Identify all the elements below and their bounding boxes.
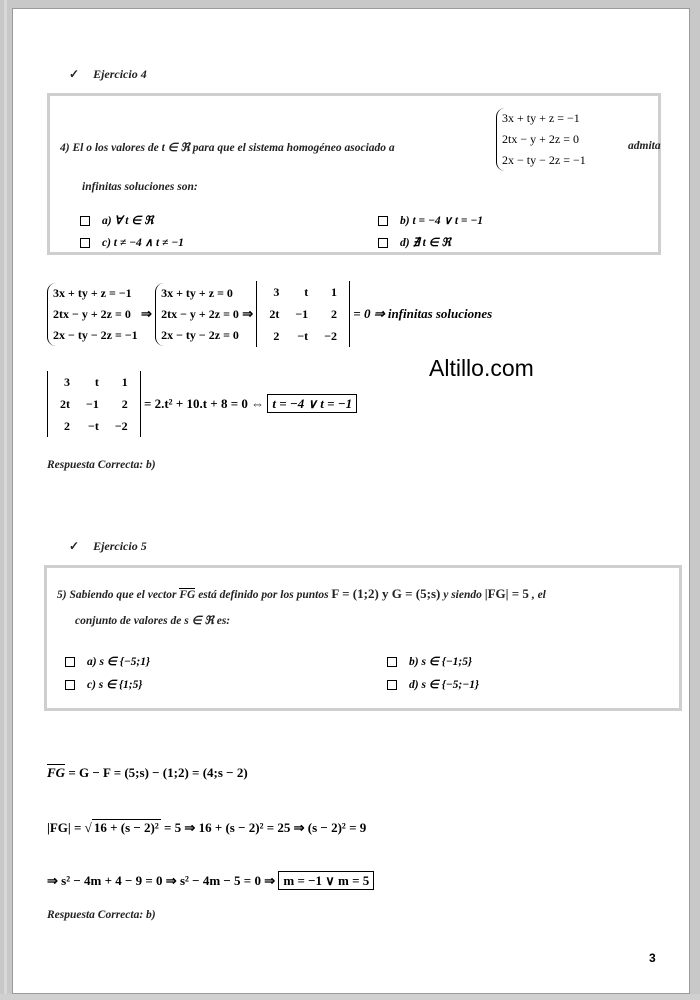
option-5a[interactable]: a) s ∈ {−5;1} — [65, 654, 150, 668]
exercise-5-boxed-result: m = −1 ∨ m = 5 — [278, 871, 374, 890]
exercise-5-solution-line2: |FG| = √ 16 + (s − 2)² = 5 ⇒ 16 + (s − 2)² = 25 ⇒ (s − 2)² = 9 — [47, 820, 367, 835]
checkbox-icon[interactable] — [387, 657, 397, 667]
page-number: 3 — [649, 951, 656, 965]
exercise-5-question-line2: conjunto de valores de s ∈ ℜ es: — [75, 615, 231, 627]
option-5b[interactable]: b) s ∈ {−1;5} — [387, 654, 472, 668]
altillo-logo: Altillo.com — [429, 355, 534, 381]
exercise-4-question-end: admita — [628, 140, 661, 152]
exercise-4-solution-line1: 3x + ty + z = −1 2tx − y + 2z = 0 2x − ty − 2z = −1 ⇒ 3x + ty + z = 0 2tx − y + 2z = 0 2x − ty − 2z = 0 ⇒ 3 t 1 2t −1 2 2 −t −2 = 0 ⇒ infinitas soluciones — [47, 281, 492, 347]
checkbox-icon[interactable] — [387, 680, 397, 690]
option-4b[interactable]: b) t = −4 ∨ t = −1 — [378, 213, 483, 227]
exercise-5-answer: Respuesta Correcta: b) — [47, 909, 156, 921]
exercise-5-question-text: 5) Sabiendo que el vector FG está definido por los puntos F = (1;2) y G = (5;s) y siendo |FG| = 5 , el — [57, 586, 546, 601]
exercise-4-question-line2: infinitas soluciones son: — [82, 181, 198, 193]
exercise-4-system: 3x + ty + z = −1 2tx − y + 2z = 0 2x − ty − 2z = −1 — [496, 108, 586, 171]
exercise-5-solution-line3: ⇒ s² − 4m + 4 − 9 = 0 ⇒ s² − 4m − 5 = 0 ⇒ m = −1 ∨ m = 5 — [47, 873, 374, 889]
checkbox-icon[interactable] — [378, 238, 388, 248]
exercise-4-heading: ✓ Ejercicio 4 — [69, 67, 147, 81]
checkbox-icon[interactable] — [65, 680, 75, 690]
option-5c[interactable]: c) s ∈ {1;5} — [65, 677, 142, 691]
checkmark-icon: ✓ — [69, 67, 80, 81]
exercise-4-answer: Respuesta Correcta: b) — [47, 459, 156, 471]
exercise-4-boxed-result: t = −4 ∨ t = −1 — [267, 394, 357, 413]
checkbox-icon[interactable] — [378, 216, 388, 226]
option-5d[interactable]: d) s ∈ {−5;−1} — [387, 677, 479, 691]
exercise-5-heading: ✓ Ejercicio 5 — [69, 539, 147, 553]
option-4a[interactable]: a) ∀ t ∈ ℜ — [80, 213, 154, 227]
checkmark-icon: ✓ — [69, 539, 80, 553]
checkbox-icon[interactable] — [65, 657, 75, 667]
exercise-4-question-text: 4) El o los valores de t ∈ ℜ para que el sistema homogéneo asociado a — [60, 142, 395, 154]
checkbox-icon[interactable] — [80, 238, 90, 248]
option-4d[interactable]: d) ∄ t ∈ ℜ — [378, 235, 451, 249]
option-4c[interactable]: c) t ≠ −4 ∧ t ≠ −1 — [80, 235, 184, 249]
document-page — [12, 8, 690, 994]
checkbox-icon[interactable] — [80, 216, 90, 226]
exercise-5-question-box — [44, 565, 682, 711]
exercise-5-solution-line1: FG = G − F = (5;s) − (1;2) = (4;s − 2) — [47, 765, 248, 780]
exercise-4-question-box — [47, 93, 661, 255]
exercise-4-solution-line2: 3 t 1 2t −1 2 2 −t −2 = 2.t² + 10.t + 8 = 0 ⇔ t = −4 ∨ t = −1 — [47, 371, 357, 437]
